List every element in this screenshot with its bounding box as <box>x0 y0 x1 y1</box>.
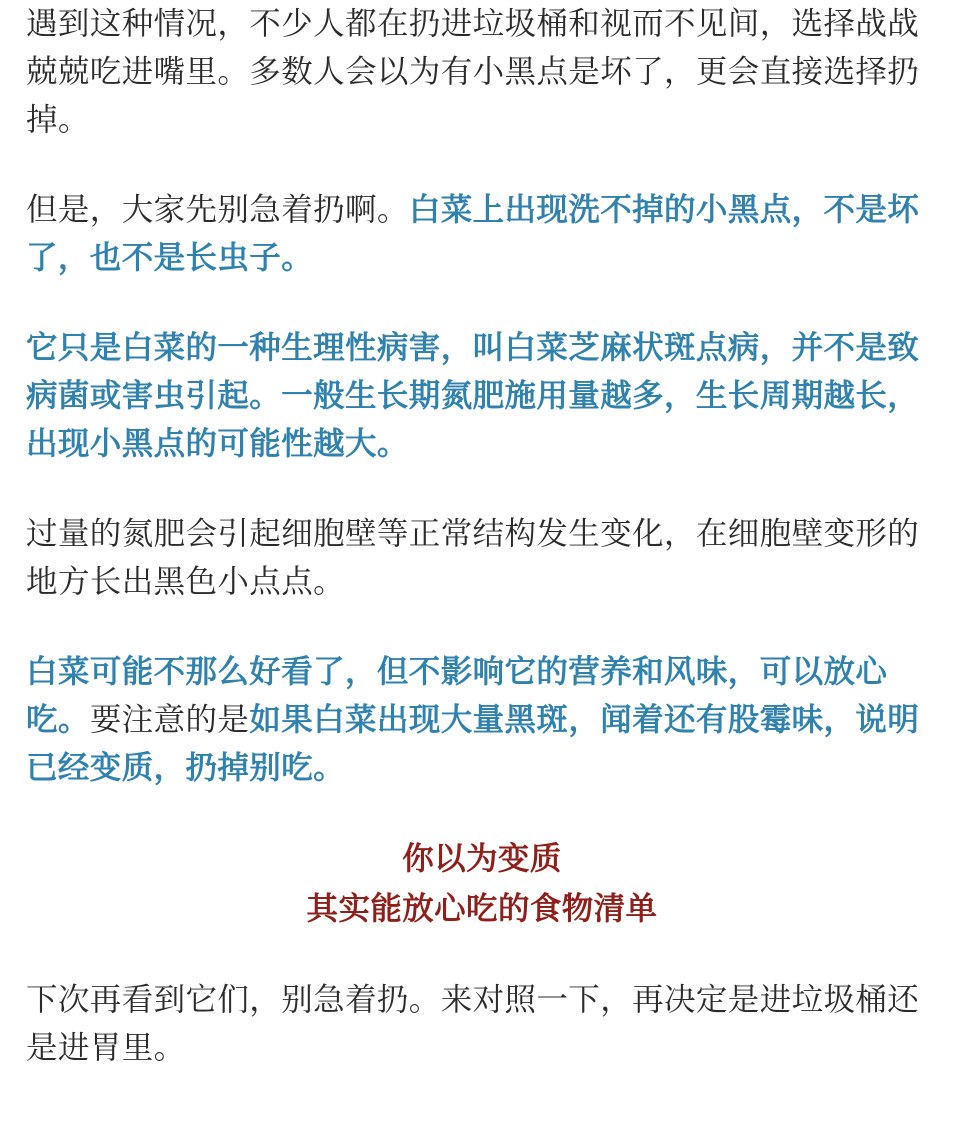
paragraph-1-text: 遇到这种情况，不少人都在扔进垃圾桶和视而不见间，选择战战兢兢吃进嘴里。多数人会以为有小黑点是坏了，更会直接选择扔掉。 <box>26 6 920 138</box>
paragraph-5 <box>26 648 938 792</box>
paragraph-6 <box>26 976 938 1072</box>
paragraph-2 <box>26 186 938 282</box>
paragraph-3-highlight-text: 它只是白菜的一种生理性病害，叫白菜芝麻状斑点病，并不是致病菌或害虫引起。一般生长期氮肥施用量越多，生长周期越长，出现小黑点的可能性越大。 <box>26 330 920 462</box>
paragraph-5-plain-text: 要注意的是 <box>89 702 250 738</box>
section-heading <box>26 834 938 934</box>
paragraph-2-highlight-text: 白菜上出现洗不掉的小黑点，不是坏了，也不是长虫子。 <box>26 192 920 276</box>
paragraph-4 <box>26 510 938 606</box>
paragraph-6-text: 下次再看到它们，别急着扔。来对照一下，再决定是进垃圾桶还是进胃里。 <box>26 982 920 1066</box>
section-heading-line-2: 其实能放心吃的食物清单 <box>306 891 658 927</box>
paragraph-5-highlight-2: 如果白菜出现大量黑斑，闻着还有股霉味，说明已经变质，扔掉别吃。 <box>26 702 920 786</box>
paragraph-1 <box>26 0 938 144</box>
article-body <box>26 0 938 1114</box>
paragraph-3 <box>26 324 938 468</box>
paragraph-5-highlight-1: 白菜可能不那么好看了，但不影响它的营养和风味，可以放心吃。 <box>26 654 888 738</box>
paragraph-4-text: 过量的氮肥会引起细胞壁等正常结构发生变化，在细胞壁变形的地方长出黑色小点点。 <box>26 516 920 600</box>
paragraph-2-plain-text: 但是，大家先别急着扔啊。 <box>26 192 409 228</box>
section-heading-line-1: 你以为变质 <box>402 841 562 877</box>
